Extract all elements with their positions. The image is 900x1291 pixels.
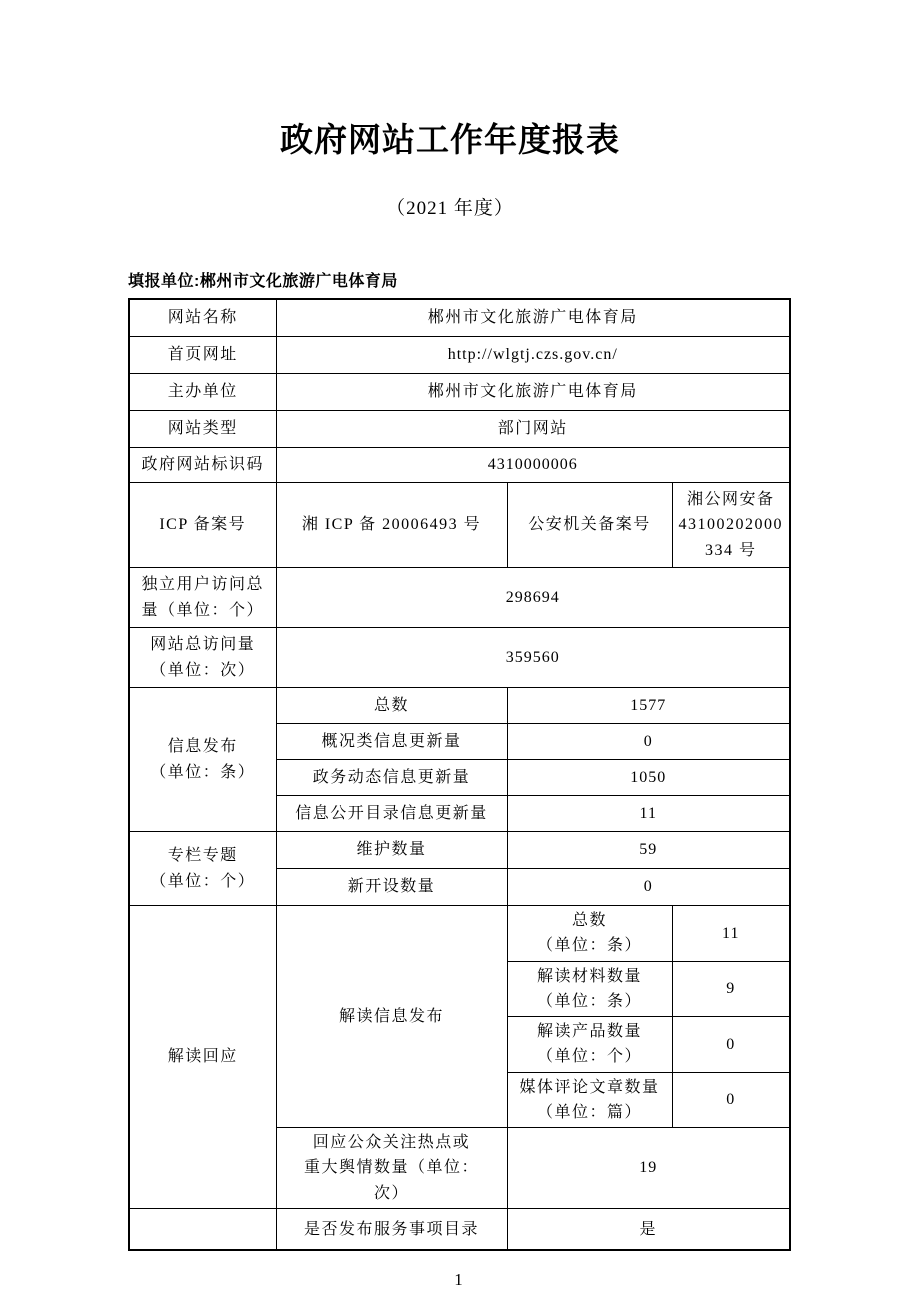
disclosure-catalog-update-label-cell: 信息公开目录信息更新量 [276,796,507,832]
hotspot-response-value-cell: 19 [507,1128,790,1209]
interpretation-total-label-cell: 总数 （单位：条） [507,906,672,962]
table-row [129,337,790,374]
table-row [129,832,790,869]
icp-label-cell: ICP 备案号 [129,483,276,568]
gov-news-update-label-cell: 政务动态信息更新量 [276,760,507,796]
total-visits-value-cell: 359560 [276,628,790,688]
organizer-label-cell: 主办单位 [129,374,276,411]
overview-update-label-cell: 概况类信息更新量 [276,724,507,760]
unique-visitors-value-cell: 298694 [276,568,790,628]
empty-cell [129,1208,276,1250]
interpretation-material-label-cell: 解读材料数量 （单位：条） [507,961,672,1017]
police-record-label-cell: 公安机关备案号 [507,483,672,568]
table-row [129,483,790,568]
report-year-subtitle: （2021 年度） [386,198,514,219]
table-row [129,299,790,337]
maintained-count-value-cell: 59 [507,832,790,869]
interpretation-publish-cell: 解读信息发布 [276,906,507,1128]
newly-opened-count-label-cell: 新开设数量 [276,869,507,906]
icp-value-cell: 湘 ICP 备 20006493 号 [276,483,507,568]
table-row [129,688,790,724]
overview-update-value-cell: 0 [507,724,790,760]
info-publish-group-cell: 信息发布 （单位：条） [129,688,276,832]
table-row [129,411,790,448]
police-record-value-cell: 湘公网安备 43100202000 334 号 [672,483,790,568]
table-row [129,628,790,688]
service-catalog-value-cell: 是 [507,1208,790,1250]
table-row [129,374,790,411]
info-publish-total-value-cell: 1577 [507,688,790,724]
disclosure-catalog-update-value-cell: 11 [507,796,790,832]
interpretation-group-cell: 解读回应 [129,906,276,1209]
page-number: 1 [454,1270,463,1290]
site-name-label-cell: 网站名称 [129,299,276,337]
media-commentary-value-cell: 0 [672,1072,790,1128]
site-code-label-cell: 政府网站标识码 [129,448,276,483]
newly-opened-count-value-cell: 0 [507,869,790,906]
maintained-count-label-cell: 维护数量 [276,832,507,869]
total-visits-label-cell: 网站总访问量 （单位：次） [129,628,276,688]
interpretation-material-value-cell: 9 [672,961,790,1017]
table-row [129,906,790,962]
table-row [129,568,790,628]
media-commentary-label-cell: 媒体评论文章数量 （单位：篇） [507,1072,672,1128]
site-name-value-cell: 郴州市文化旅游广电体育局 [276,299,790,337]
annual-report-table [128,298,791,1251]
site-type-value-cell: 部门网站 [276,411,790,448]
home-url-label-cell: 首页网址 [129,337,276,374]
interpretation-product-value-cell: 0 [672,1017,790,1073]
site-type-label-cell: 网站类型 [129,411,276,448]
gov-news-update-value-cell: 1050 [507,760,790,796]
home-url-value-cell: http://wlgtj.czs.gov.cn/ [276,337,790,374]
table-row [129,1208,790,1250]
service-catalog-label-cell: 是否发布服务事项目录 [276,1208,507,1250]
reporting-unit-line [128,272,900,292]
interpretation-product-label-cell: 解读产品数量 （单位：个） [507,1017,672,1073]
site-code-value-cell: 4310000006 [276,448,790,483]
hotspot-response-label-cell: 回应公众关注热点或 重大舆情数量（单位： 次） [276,1128,507,1209]
reporting-unit-label: 填报单位: [128,273,200,290]
unique-visitors-label-cell: 独立用户访问总 量（单位：个） [129,568,276,628]
special-columns-group-cell: 专栏专题 （单位：个） [129,832,276,906]
info-publish-total-label-cell: 总数 [276,688,507,724]
interpretation-total-value-cell: 11 [672,906,790,962]
organizer-value-cell: 郴州市文化旅游广电体育局 [276,374,790,411]
table-row [129,448,790,483]
report-title: 政府网站工作年度报表 [280,121,620,158]
reporting-unit-name: 郴州市文化旅游广电体育局 [199,273,398,290]
